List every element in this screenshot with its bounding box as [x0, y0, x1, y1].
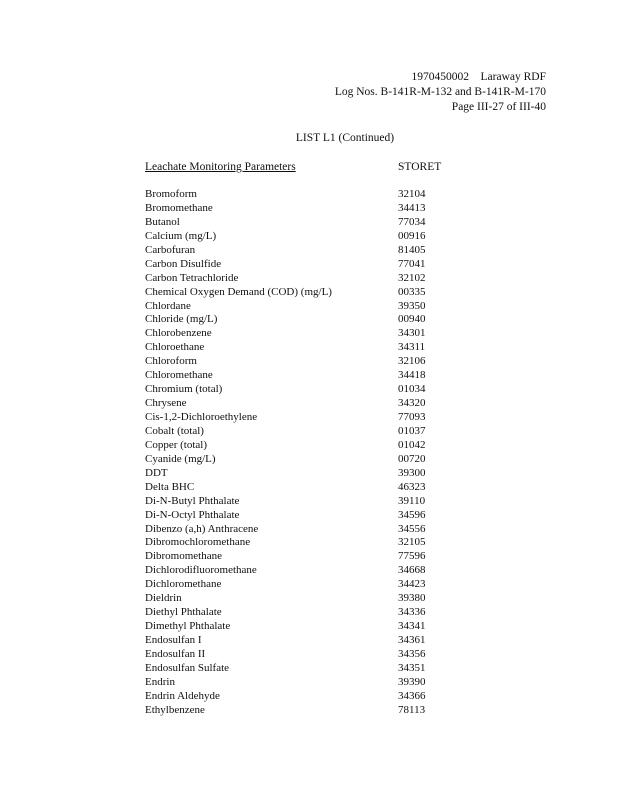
parameter-name: Ethylbenzene	[145, 703, 205, 716]
parameter-name: Carbon Tetrachloride	[145, 271, 239, 284]
parameter-name: Endrin	[145, 675, 175, 688]
table-row	[145, 578, 505, 592]
storet-code: 77041	[398, 257, 426, 270]
table-row	[145, 620, 505, 634]
storet-code: 34423	[398, 578, 426, 591]
parameter-name: Dibromomethane	[145, 550, 222, 563]
parameter-name: Dieldrin	[145, 592, 182, 605]
storet-code: 77093	[398, 411, 426, 423]
storet-code: 32105	[398, 536, 426, 549]
parameter-name: Chromium (total)	[145, 383, 223, 396]
storet-code: 34351	[398, 661, 426, 674]
parameter-list	[145, 188, 505, 718]
table-row	[145, 300, 505, 314]
parameter-name: Chrysene	[145, 397, 187, 410]
table-row	[145, 383, 505, 397]
storet-code: 32104	[398, 188, 426, 200]
parameter-name: Butanol	[145, 215, 180, 228]
storet-code: 32106	[398, 355, 426, 368]
parameter-name: Chloromethane	[145, 369, 213, 382]
table-row	[145, 592, 505, 606]
table-row	[145, 509, 505, 523]
parameter-name: Endosulfan I	[145, 634, 202, 646]
storet-code: 00335	[398, 285, 426, 298]
table-row	[145, 495, 505, 509]
table-row	[145, 341, 505, 355]
table-row	[145, 202, 505, 216]
table-row	[145, 369, 505, 383]
table-row	[145, 216, 505, 230]
storet-code: 81405	[398, 243, 426, 256]
parameter-name: Di-N-Octyl Phthalate	[145, 508, 240, 521]
storet-code: 00940	[398, 313, 426, 326]
storet-column-header: STORET	[398, 161, 442, 173]
parameter-name: Endosulfan II	[145, 647, 206, 660]
table-row	[145, 690, 505, 704]
parameter-name: Carbofuran	[145, 243, 196, 256]
parameter-name: Dichlorodifluoromethane	[145, 564, 257, 577]
storet-code: 39390	[398, 675, 426, 688]
log-numbers-line: Log Nos. B-141R-M-132 and B-141R-M-170	[334, 86, 546, 98]
parameter-name: Delta BHC	[145, 480, 195, 493]
parameter-name: Cyanide (mg/L)	[145, 452, 216, 465]
table-row	[145, 634, 505, 648]
parameter-name: Bromoform	[145, 188, 197, 200]
parameter-name: Dichloromethane	[145, 578, 222, 591]
parameter-name: Di-N-Butyl Phthalate	[145, 494, 240, 507]
parameter-name: Dimethyl Phthalate	[145, 620, 231, 633]
table-row	[145, 523, 505, 537]
table-row	[145, 397, 505, 411]
table-row	[145, 606, 505, 620]
table-row	[145, 648, 505, 662]
parameter-column-header: Leachate Monitoring Parameters	[145, 161, 296, 173]
storet-code: 01034	[398, 383, 426, 396]
parameter-name: Cobalt (total)	[145, 424, 204, 437]
table-row	[145, 704, 505, 718]
storet-code: 39300	[398, 466, 426, 479]
parameter-name: Chloroform	[145, 355, 197, 368]
table-row	[145, 481, 505, 495]
parameter-name: Chlordane	[145, 299, 191, 312]
table-row	[145, 564, 505, 578]
parameter-name: Endosulfan Sulfate	[145, 661, 230, 674]
parameter-name: Cis-1,2-Dichloroethylene	[145, 411, 258, 423]
storet-code: 34341	[398, 620, 426, 633]
storet-code: 00916	[398, 229, 426, 242]
parameter-name: Chloroethane	[145, 341, 205, 354]
table-row	[145, 355, 505, 369]
storet-code: 34413	[398, 201, 426, 214]
storet-code: 34320	[398, 397, 426, 410]
table-row	[145, 258, 505, 272]
storet-code: 34418	[398, 369, 426, 382]
storet-code: 77034	[398, 215, 426, 228]
table-row	[145, 230, 505, 244]
storet-code: 46323	[398, 480, 426, 493]
table-row	[145, 411, 505, 425]
table-row	[145, 467, 505, 481]
table-row	[145, 286, 505, 300]
table-row	[145, 439, 505, 453]
facility-id-line: 1970450002 Laraway RDF	[411, 71, 546, 83]
list-title: LIST L1 (Continued)	[295, 132, 395, 144]
storet-code: 77596	[398, 550, 426, 563]
table-row	[145, 550, 505, 564]
parameter-name: Chlorobenzene	[145, 327, 212, 340]
page-header	[335, 70, 546, 115]
parameter-name: Diethyl Phthalate	[145, 606, 222, 619]
table-row	[145, 425, 505, 439]
parameter-name: Carbon Disulfide	[145, 257, 222, 270]
table-row	[145, 244, 505, 258]
table-row	[145, 536, 505, 550]
storet-code: 34311	[398, 341, 426, 354]
storet-code: 34336	[398, 606, 426, 619]
table-row	[145, 327, 505, 341]
storet-code: 34361	[398, 634, 426, 646]
table-row	[145, 676, 505, 690]
storet-code: 00720	[398, 452, 426, 465]
parameter-name: Bromomethane	[145, 201, 213, 214]
storet-code: 39110	[398, 494, 426, 507]
storet-code: 39350	[398, 299, 426, 312]
storet-code: 34356	[398, 647, 426, 660]
parameter-name: Chloride (mg/L)	[145, 313, 218, 326]
storet-code: 01037	[398, 424, 426, 437]
parameter-name: DDT	[145, 466, 168, 479]
storet-code: 78113	[398, 703, 426, 716]
table-row	[145, 188, 505, 202]
storet-code: 34596	[398, 508, 426, 521]
storet-code: 01042	[398, 438, 426, 451]
parameter-name: Chemical Oxygen Demand (COD) (mg/L)	[145, 285, 332, 298]
parameter-name: Calcium (mg/L)	[145, 229, 217, 242]
parameter-name: Dibenzo (a,h) Anthracene	[145, 522, 259, 535]
storet-code: 34556	[398, 522, 426, 535]
storet-code: 34366	[398, 689, 426, 702]
parameter-name: Dibromochloromethane	[145, 536, 251, 549]
storet-code: 39380	[398, 592, 426, 605]
storet-code: 34668	[398, 564, 426, 577]
table-row	[145, 313, 505, 327]
storet-code: 34301	[398, 327, 426, 340]
storet-code: 32102	[398, 271, 426, 284]
parameter-name: Endrin Aldehyde	[145, 689, 220, 702]
table-row	[145, 662, 505, 676]
parameter-name: Copper (total)	[145, 438, 208, 451]
page-number-line: Page III-27 of III-40	[451, 101, 546, 113]
table-row	[145, 453, 505, 467]
table-row	[145, 272, 505, 286]
